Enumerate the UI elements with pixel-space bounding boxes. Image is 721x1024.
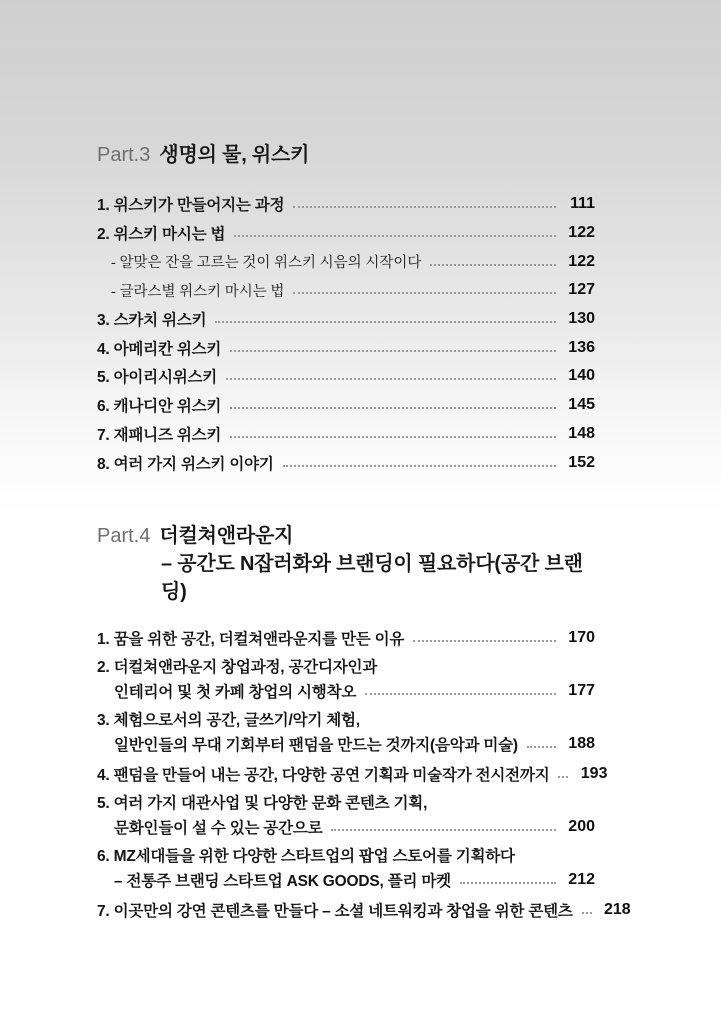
page-number: 140 (568, 367, 595, 385)
page-number: 212 (568, 870, 595, 888)
toc-item (97, 845, 595, 891)
item-text: - 알맞은 잔을 고르는 것이 위스키 시음의 시작이다 (111, 255, 422, 272)
toc-item (97, 626, 595, 649)
toc-item (97, 305, 595, 334)
item-line (97, 898, 631, 921)
toc-item (97, 247, 595, 276)
item-line (97, 247, 595, 276)
item-line (97, 448, 595, 477)
toc-item (97, 898, 631, 921)
part-heading-line (97, 141, 595, 169)
item-line (97, 305, 595, 334)
item-text: 1. 위스키가 만들어지는 과정 (97, 197, 285, 215)
item-text: 6. MZ세대들을 위한 다양한 스타트업의 팝업 스토어를 기획하다 (97, 848, 515, 865)
toc-list (97, 626, 631, 921)
toc-item (97, 656, 595, 702)
item-text: – 전통주 브랜딩 스타트업 ASK GOODS, 플리 마켓 (114, 872, 451, 890)
item-text: 7. 이곳만의 강연 콘텐츠를 만들다 – 소셜 네트워킹과 창업을 위한 콘텐츠 (97, 902, 573, 920)
item-line (97, 815, 595, 838)
toc-item (97, 709, 595, 755)
dot-leader (230, 407, 556, 409)
item-line (97, 709, 595, 732)
page-number: 188 (568, 734, 595, 752)
item-line (97, 792, 595, 815)
part-heading-line (97, 522, 595, 550)
page-number: 218 (603, 900, 631, 918)
toc-item (97, 333, 595, 362)
item-text: 4. 아메리칸 위스키 (97, 340, 222, 358)
toc-item (97, 219, 595, 248)
item-text: 1. 꿈을 위한 공간, 더컬쳐앤라운지를 만든 이유 (97, 630, 405, 648)
item-line (97, 333, 595, 362)
dot-leader (527, 746, 556, 748)
item-line (97, 420, 595, 449)
item-line (97, 276, 595, 305)
part-label: Part.4 (97, 525, 151, 547)
part-title-line2: – 공간도 N잡러화와 브랜딩이 필요하다(공간 브랜딩) (161, 553, 583, 603)
dot-leader (293, 292, 556, 294)
item-text: - 글라스별 위스키 마시는 법 (111, 283, 285, 300)
item-line (97, 626, 595, 649)
item-line (97, 391, 595, 420)
page-number: 148 (568, 424, 595, 442)
item-text: 8. 여러 가지 위스키 이야기 (97, 455, 274, 473)
part-title: 생명의 물, 위스키 (159, 144, 310, 166)
page-number: 170 (568, 628, 595, 646)
dot-leader (215, 321, 556, 323)
item-line (97, 845, 595, 868)
part-heading (97, 522, 595, 606)
toc-list (97, 190, 595, 477)
item-text: 5. 여러 가지 대관사업 및 다양한 문화 콘텐츠 기획, (97, 795, 428, 812)
item-text: 5. 아이리시위스키 (97, 369, 218, 387)
item-line (97, 219, 595, 248)
item-text: 7. 재패니즈 위스키 (97, 426, 222, 444)
item-line (97, 868, 595, 891)
item-text: 문화인들이 설 수 있는 공간으로 (114, 819, 323, 837)
part-label: Part.3 (97, 144, 151, 166)
dot-leader (365, 693, 556, 695)
toc-item (97, 420, 595, 449)
dot-leader (413, 640, 556, 642)
item-text: 6. 캐나디안 위스키 (97, 398, 222, 416)
page-number: 122 (568, 252, 595, 270)
page-number: 111 (570, 195, 595, 213)
page-number: 122 (568, 224, 595, 242)
dot-leader (226, 378, 556, 380)
page-number: 145 (568, 396, 595, 414)
dot-leader (234, 235, 556, 237)
part-heading (97, 141, 595, 169)
item-line (97, 762, 608, 785)
item-text: 4. 팬덤을 만들어 내는 공간, 다양한 공연 기획과 미술작가 전시전까지 (97, 766, 550, 784)
page-number: 193 (580, 764, 608, 782)
toc-item (97, 448, 595, 477)
page-number: 130 (568, 310, 595, 328)
dot-leader (460, 882, 556, 884)
toc-item (97, 362, 595, 391)
part-title: 더컬쳐앤라운지 (159, 525, 294, 547)
toc-section-part4 (97, 522, 631, 928)
dot-leader (230, 436, 556, 438)
dot-leader (283, 465, 556, 467)
item-line (97, 679, 595, 702)
page-number: 152 (568, 453, 595, 471)
toc-item (97, 276, 595, 305)
toc-item (97, 762, 608, 785)
dot-leader (430, 264, 556, 266)
page-number: 177 (568, 681, 595, 699)
toc-item (97, 792, 595, 838)
item-line (97, 732, 595, 755)
dot-leader (293, 206, 556, 208)
dot-leader (582, 912, 592, 914)
dot-leader (230, 350, 556, 352)
page-number: 136 (568, 338, 595, 356)
item-text: 3. 체험으로서의 공간, 글쓰기/악기 체험, (97, 712, 360, 729)
item-text: 3. 스카치 위스키 (97, 312, 207, 330)
dot-leader (558, 776, 568, 778)
item-text: 2. 위스키 마시는 법 (97, 226, 226, 244)
item-text: 일반인들의 무대 기회부터 팬덤을 만드는 것까지(음악과 미술) (114, 736, 518, 754)
dot-leader (331, 829, 556, 831)
page-number: 200 (568, 817, 595, 835)
item-line (97, 362, 595, 391)
item-text: 인테리어 및 첫 카페 창업의 시행착오 (114, 683, 357, 701)
item-line (97, 656, 595, 679)
item-line (97, 190, 595, 219)
item-text: 2. 더컬쳐앤라운지 창업과정, 공간디자인과 (97, 659, 378, 676)
toc-item (97, 190, 595, 219)
toc-section-part3 (97, 141, 595, 477)
page-number: 127 (568, 281, 595, 299)
toc-item (97, 391, 595, 420)
